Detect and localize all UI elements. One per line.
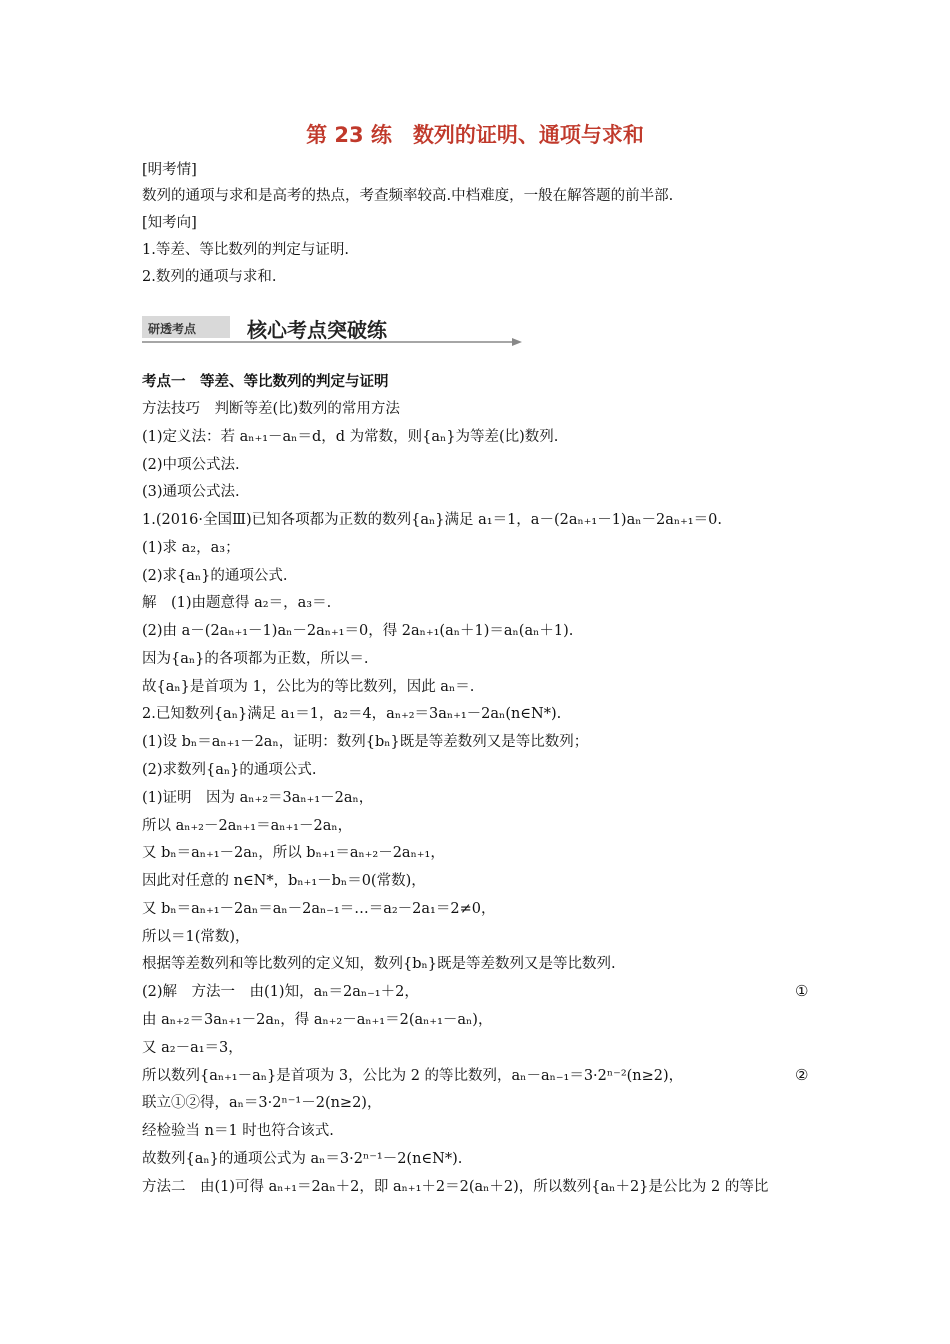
text-line: (3)通项公式法. <box>142 484 240 500</box>
solution-line: 又 a₂－a₁＝3， <box>142 1040 243 1056</box>
equation-mark-2: ② <box>795 1066 809 1084</box>
proof-line: 又 bₙ＝aₙ₊₁－2aₙ＝aₙ－2aₙ₋₁＝…＝a₂－2a₁＝2≠0， <box>142 901 496 917</box>
text-line: (2)中项公式法. <box>142 457 240 473</box>
solution-line: 由 aₙ₊₂＝3aₙ₊₁－2aₙ，得 aₙ₊₂－aₙ₊₁＝2(aₙ₊₁－aₙ)， <box>142 1012 493 1028</box>
proof-line: 所以＝1(常数)， <box>142 929 250 945</box>
text-line: 方法技巧 判断等差(比)数列的常用方法 <box>142 401 400 417</box>
text-line: 2.数列的通项与求和. <box>142 269 277 285</box>
solution-line: 故{aₙ}是首项为 1，公比为的等比数列，因此 aₙ＝. <box>142 679 475 695</box>
text-line: (2)求{aₙ}的通项公式. <box>142 568 288 584</box>
text-line: (1)设 bₙ＝aₙ₊₁－2aₙ，证明：数列{bₙ}既是等差数列又是等比数列； <box>142 734 589 750</box>
banner-title: 核心考点突破练 <box>247 318 387 342</box>
section-label-zhikaoxiang: [知考向] <box>142 215 197 231</box>
proof-line: 所以 aₙ₊₂－2aₙ₊₁＝aₙ₊₁－2aₙ， <box>142 818 353 834</box>
proof-line: 根据等差数列和等比数列的定义知，数列{bₙ}既是等差数列又是等比数列. <box>142 956 616 972</box>
solution-line: 经检验当 n＝1 时也符合该式. <box>142 1123 334 1139</box>
proof-line: (1)证明 因为 aₙ₊₂＝3aₙ₊₁－2aₙ， <box>142 790 374 806</box>
text-line: (1)定义法：若 aₙ₊₁－aₙ＝d，d 为常数，则{aₙ}为等差(比)数列. <box>142 429 559 445</box>
text-line: (2)求数列{aₙ}的通项公式. <box>142 762 317 778</box>
solution-line: (2)由 a－(2aₙ₊₁－1)aₙ－2aₙ₊₁＝0，得 2aₙ₊₁(aₙ＋1)＝aₙ(aₙ＋1). <box>142 623 574 639</box>
banner-tag: 研透考点 <box>148 322 197 336</box>
topic-heading: 考点一 等差、等比数列的判定与证明 <box>142 374 389 390</box>
text-line: (1)求 a₂，a₃； <box>142 540 240 556</box>
problem-2: 2.已知数列{aₙ}满足 a₁＝1，a₂＝4，aₙ₊₂＝3aₙ₊₁－2aₙ(n∈N*). <box>142 706 562 722</box>
solution-line: 故数列{aₙ}的通项公式为 aₙ＝3·2ⁿ⁻¹－2(n∈N*). <box>142 1151 463 1167</box>
proof-line: 又 bₙ＝aₙ₊₁－2aₙ，所以 bₙ₊₁＝aₙ₊₂－2aₙ₊₁， <box>142 845 445 861</box>
solution-line: 解 (1)由题意得 a₂＝，a₃＝. <box>142 595 332 611</box>
equation-mark-1: ① <box>795 982 809 1000</box>
solution-line: (2)解 方法一 由(1)知，aₙ＝2aₙ₋₁＋2， <box>142 984 419 1000</box>
solution-line: 所以数列{aₙ₊₁－aₙ}是首项为 3，公比为 2 的等比数列，aₙ－aₙ₋₁＝3·2ⁿ⁻²(n≥2)， <box>142 1068 684 1084</box>
section-banner <box>142 310 522 350</box>
solution-line: 因为{aₙ}的各项都为正数，所以＝. <box>142 651 369 667</box>
solution-line: 方法二 由(1)可得 aₙ₊₁＝2aₙ＋2，即 aₙ₊₁＋2＝2(aₙ＋2)，所以数列{aₙ＋2}是公比为 2 的等比 <box>142 1179 769 1195</box>
text-line: 数列的通项与求和是高考的热点，考查频率较高.中档难度，一般在解答题的前半部. <box>142 188 674 204</box>
problem-1: 1.(2016·全国Ⅲ)已知各项都为正数的数列{aₙ}满足 a₁＝1，a－(2aₙ₊₁－1)aₙ－2aₙ₊₁＝0. <box>142 512 722 528</box>
section-label-mingkaoqing: [明考情] <box>142 162 197 178</box>
page-title: 第 23 练 数列的证明、通项与求和 <box>306 123 644 147</box>
proof-line: 因此对任意的 n∈N*，bₙ₊₁－bₙ＝0(常数)， <box>142 873 426 889</box>
solution-line: 联立①②得，aₙ＝3·2ⁿ⁻¹－2(n≥2)， <box>142 1095 382 1111</box>
text-line: 1.等差、等比数列的判定与证明. <box>142 242 349 258</box>
